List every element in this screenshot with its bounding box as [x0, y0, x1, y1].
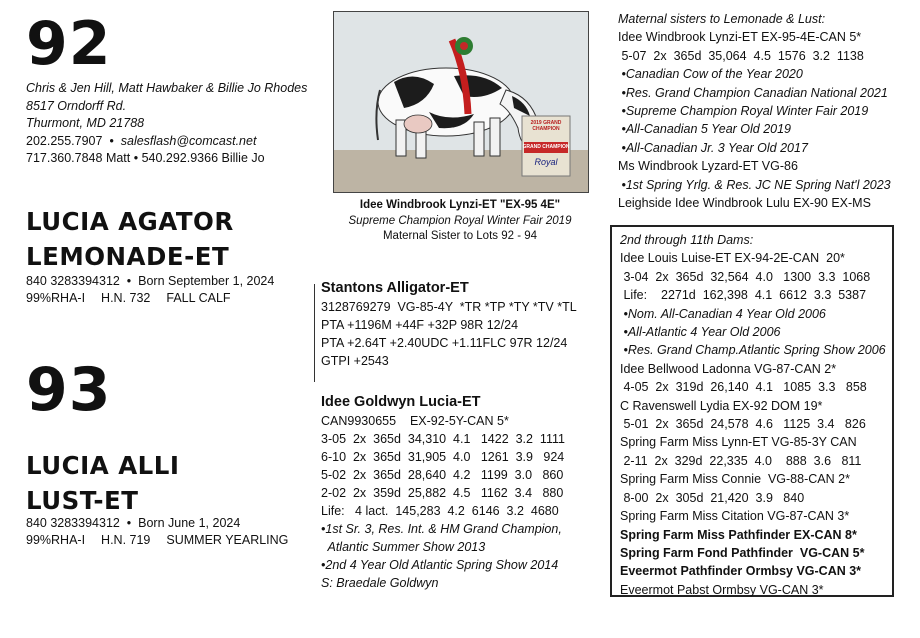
rha: 99%RHA-I [26, 291, 86, 305]
sister-line: Idee Windbrook Lynzi-ET EX-95-4E-CAN 5* [618, 30, 862, 45]
consignor-info [26, 80, 307, 168]
contact-line: 202.255.7907 • salesflash@comcast.net [26, 133, 257, 148]
caption-note: Maternal Sister to Lots 92 - 94 [382, 230, 538, 242]
sire-line-1: 3128769279 VG-85-4Y *TR *TP *TY *TV *TL [321, 300, 577, 314]
lot-92-animal-name [26, 204, 234, 274]
maternal-sisters [618, 10, 916, 212]
sire-divider [314, 284, 315, 382]
dam-honor: Atlantic Summer Show 2013 [321, 540, 486, 554]
birth-date: Born June 1, 2024 [138, 516, 241, 530]
dam-line: •All-Atlantic 4 Year Old 2006 [620, 325, 781, 340]
dam-line: C Ravenswell Lydia EX-92 DOM 19* [620, 398, 823, 413]
phones: 717.360.7848 Matt • 540.292.9366 Billie Jo [26, 151, 265, 165]
dam-line: 2-11 2x 329d 22,335 4.0 888 3.6 811 [620, 453, 862, 468]
sister-line: •Canadian Cow of the Year 2020 [618, 67, 803, 82]
reg-id: 840 3283394312 [26, 274, 120, 288]
sign-banner: GRAND CHAMPION [522, 144, 570, 150]
herd-number: H.N. 732 [101, 291, 151, 305]
cow-photo [333, 11, 589, 193]
caption-event: Supreme Champion Royal Winter Fair 2019 [348, 214, 572, 227]
email-link[interactable]: salesflash@comcast.net [120, 133, 257, 148]
owners: Chris & Jen Hill, Matt Hawbaker & Billie Jo Rhodes [26, 81, 308, 95]
name-line-2: LEMONADE-ET [26, 242, 230, 271]
sister-line: •Supreme Champion Royal Winter Fair 2019 [618, 104, 869, 119]
lot-92-number: 92 [26, 9, 112, 79]
reg-id: 840 3283394312 [26, 516, 120, 530]
lot-92-registration: 840 3283394312 • Born September 1, 2024 99%RHA-I H.N. 732 FALL CALF [26, 274, 275, 305]
name-line-1: LUCIA ALLI [26, 451, 180, 480]
sister-line: •All-Canadian Jr. 3 Year Old 2017 [618, 140, 808, 155]
sister-line: •1st Spring Yrlg. & Res. JC NE Spring Nat'l 2023 [618, 177, 891, 192]
caption-title: Idee Windbrook Lynzi-ET "EX-95 4E" [359, 199, 561, 211]
sisters-list [618, 28, 916, 212]
sister-line: •All-Canadian 5 Year Old 2019 [618, 122, 792, 137]
dam-record: 5-02 2x 365d 28,640 4.2 1199 3.0 860 [321, 468, 564, 482]
sister-line: •Res. Grand Champion Canadian National 2021 [618, 85, 888, 100]
name-line-1: LUCIA AGATOR [26, 207, 234, 236]
rha: 99%RHA-I [26, 533, 86, 547]
dam-line: Spring Farm Miss Pathfinder EX-CAN 8* [620, 527, 857, 542]
dam-line: Spring Farm Miss Lynn-ET VG-85-3Y CAN [620, 435, 857, 450]
dam-line: •Nom. All-Canadian 4 Year Old 2006 [620, 306, 826, 321]
dam-record: 2-02 2x 359d 25,882 4.5 1162 3.4 880 [321, 486, 564, 500]
dams-box [610, 225, 894, 597]
city: Thurmont, MD 21788 [26, 116, 145, 130]
sire-line-2: PTA +1196M +44F +32P 98R 12/24 [321, 318, 519, 332]
dam-line: Eveermot Pabst Ormbsy VG-CAN 3* [620, 582, 824, 597]
dam-line: 5-01 2x 365d 24,578 4.6 1125 3.4 826 [620, 417, 866, 432]
dam-line: Idee Louis Luise-ET EX-94-2E-CAN 20* [620, 251, 845, 266]
sire-name: Stantons Alligator-ET [321, 280, 469, 296]
sister-line: 5-07 2x 365d 35,064 4.5 1576 3.2 1138 [618, 48, 864, 63]
dam-line: 8-00 2x 305d 21,420 3.9 840 [620, 490, 805, 505]
phone: 202.255.7907 [26, 133, 103, 148]
dam-honor: •1st Sr. 3, Res. Int. & HM Grand Champion, [321, 522, 562, 536]
dam-line: 4-05 2x 319d 26,140 4.1 1085 3.3 858 [620, 380, 867, 395]
dam-name: Idee Goldwyn Lucia-ET [321, 394, 481, 410]
dam-honor: •2nd 4 Year Old Atlantic Spring Show 2014 [321, 558, 559, 572]
sister-line: Ms Windbrook Lyzard-ET VG-86 [618, 159, 798, 174]
dam-lifetime: Life: 4 lact. 145,283 4.2 6146 3.2 4680 [321, 504, 559, 518]
dam-record: 3-05 2x 365d 34,310 4.1 1422 3.2 1111 [321, 432, 565, 446]
sister-line: Leighside Idee Windbrook Lulu EX-90 EX-MS [618, 196, 871, 211]
dam-record: 6-10 2x 365d 31,905 4.0 1261 3.9 924 [321, 450, 565, 464]
lot-93-number: 93 [26, 355, 112, 425]
dam-reg: CAN9930655 EX-92-5Y-CAN 5* [321, 414, 509, 428]
dam-line: Spring Farm Fond Pathfinder VG-CAN 5* [620, 545, 865, 560]
birth-date: Born September 1, 2024 [138, 274, 275, 288]
sire-block [321, 279, 606, 370]
sign-text-top: 2019 GRAND CHAMPION [530, 120, 562, 132]
class: SUMMER YEARLING [166, 533, 289, 547]
sire-line-3: PTA +2.64T +2.40UDC +1.11FLC 97R 12/24 [321, 336, 568, 350]
dam-line: •Res. Grand Champ.Atlantic Spring Show 2006 [620, 343, 886, 358]
name-line-2: LUST-ET [26, 486, 139, 515]
dam-line: Life: 2271d 162,398 4.1 6612 3.3 5387 [620, 288, 867, 303]
dam-sire: S: Braedale Goldwyn [321, 576, 439, 590]
dam-line: Spring Farm Miss Citation VG-87-CAN 3* [620, 509, 850, 524]
dam-line: Eveermot Pathfinder Ormbsy VG-CAN 3* [620, 564, 862, 579]
dam-line: 3-04 2x 365d 32,564 4.0 1300 3.3 1068 [620, 269, 871, 284]
herd-number: H.N. 719 [101, 533, 151, 547]
sisters-heading: Maternal sisters to Lemonade & Lust: [618, 12, 826, 26]
address: 8517 Orndorff Rd. [26, 98, 127, 113]
dams-heading: 2nd through 11th Dams: [620, 233, 754, 247]
lot-93-registration: 840 3283394312 • Born June 1, 2024 99%RHA-I H.N. 719 SUMMER YEARLING [26, 516, 289, 547]
sign-brand: Royal [534, 157, 558, 167]
class: FALL CALF [166, 291, 231, 305]
dam-line: Idee Bellwood Ladonna VG-87-CAN 2* [620, 361, 837, 376]
dams-list [620, 249, 884, 599]
sire-line-4: GTPI +2543 [321, 354, 389, 368]
dam-line: Spring Farm Miss Connie VG-88-CAN 2* [620, 472, 850, 487]
dam-block [321, 393, 606, 592]
photo-caption [310, 198, 610, 245]
lot-93-animal-name [26, 448, 180, 518]
